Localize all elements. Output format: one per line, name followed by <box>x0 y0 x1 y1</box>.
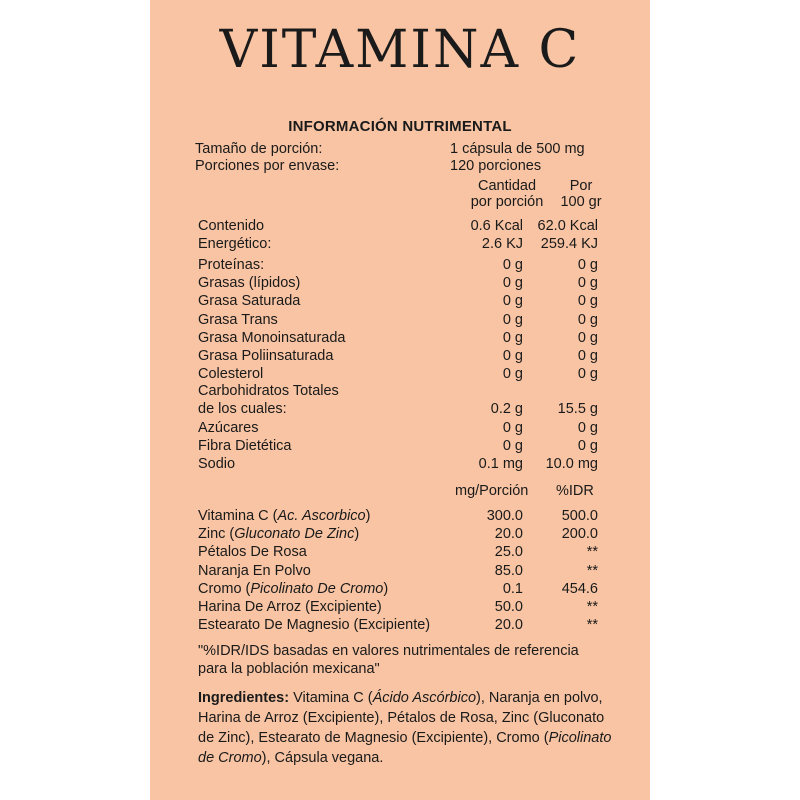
nutrient-row-per100: 0 g <box>577 329 598 346</box>
nutrient-row-per100: 0 g <box>577 293 598 310</box>
col-portion-header-line2: por porción <box>470 194 544 210</box>
component-name-name: Harina De Arroz (Excipiente) <box>198 599 382 615</box>
ingredients-part-2: ), Naranja en polvo, Harina de Arroz (Excipiente), Pétalos de Rosa, Zinc (Gluconato de Zinc), Estearato de Magnesio (Excipiente), Cromo ( <box>198 690 605 746</box>
component-idr: 454.6 <box>561 580 598 597</box>
serving-size-value: 1 cápsula de 500 mg <box>450 141 585 157</box>
nutrition-heading: INFORMACIÓN NUTRIMENTAL <box>288 118 512 135</box>
nutrient-row-portion: 0 g <box>502 275 523 292</box>
component-name-name: Cromo ( <box>198 580 251 597</box>
component-name-name: Pétalos De Rosa <box>198 544 307 561</box>
energy-kj-100: 259.4 KJ <box>540 236 598 252</box>
nutrient-row-label: Grasa Poliinsaturada <box>198 348 334 364</box>
product-title: VITAMINA C <box>219 20 581 80</box>
nutrient-row-portion: 0 g <box>502 311 523 328</box>
component-name <box>198 580 388 598</box>
nutrient-row-label: Grasa Saturada <box>198 293 301 310</box>
nutrient-row-portion: 0 g <box>502 438 523 455</box>
component-name <box>198 507 370 525</box>
nutrient-row-label: Fibra Dietética <box>198 438 292 455</box>
component-name-name: Zinc ( <box>198 526 235 543</box>
component-name-italic: Picolinato De Cromo <box>250 580 384 597</box>
energy-kcal-portion: 0.6 Kcal <box>470 218 523 234</box>
component-mg: 20.0 <box>494 617 523 634</box>
ingredients-text <box>198 688 618 768</box>
component-name <box>198 543 307 561</box>
nutrient-row-label: Proteínas: <box>198 257 265 273</box>
nutrient-row-label: Sodio <box>198 456 236 473</box>
component-name-close: ) <box>383 580 389 597</box>
nutrient-row-portion: 0.1 mg <box>478 456 523 473</box>
component-name-close: ) <box>354 526 360 543</box>
col-100g-header <box>550 178 612 210</box>
component-idr: ** <box>586 599 598 615</box>
nutrient-row-per100: 0 g <box>577 275 598 292</box>
component-name <box>198 525 359 543</box>
col-100g-header-line2: 100 gr <box>560 194 602 210</box>
col-100g-header-line1: Por <box>569 178 593 194</box>
nutrient-row-label: Colesterol <box>198 366 264 383</box>
nutrient-row-portion: 0 g <box>502 348 523 364</box>
components-idr-header: %IDR <box>556 483 594 499</box>
component-name <box>198 598 382 616</box>
energy-kcal-100: 62.0 Kcal <box>537 218 598 234</box>
nutrient-row-portion: 0 g <box>502 329 523 346</box>
serving-size-label: Tamaño de porción: <box>195 141 323 157</box>
nutrient-row-per100: 0 g <box>577 348 598 364</box>
energy-label-2: Energético: <box>198 236 272 252</box>
carbs-label-2: de los cuales: <box>198 401 287 417</box>
servings-per-container-label: Porciones por envase: <box>195 158 340 174</box>
label-panel <box>150 0 650 800</box>
component-mg: 0.1 <box>502 580 523 597</box>
ingredients-italic-2: Picolinato de Cromo <box>198 730 612 766</box>
energy-kj-portion: 2.6 KJ <box>481 236 523 252</box>
component-idr: ** <box>586 544 598 561</box>
nutrient-row-portion: 0 g <box>502 420 523 436</box>
component-idr: 200.0 <box>561 526 598 543</box>
nutrient-row-per100: 0 g <box>577 257 598 273</box>
nutrient-row-per100: 0 g <box>577 420 598 436</box>
component-name-italic: Ac. Ascorbico <box>277 508 366 524</box>
nutrient-row-label: Grasas (lípidos) <box>198 275 301 292</box>
nutrient-row-label: Grasa Trans <box>198 311 278 328</box>
component-mg: 85.0 <box>494 562 523 579</box>
carbs-portion: 0.2 g <box>490 401 523 417</box>
nutrient-row-per100: 0 g <box>577 311 598 328</box>
servings-per-container-value: 120 porciones <box>450 158 542 174</box>
ingredients-italic-1: Ácido Ascórbico <box>372 690 477 706</box>
component-name-italic: Gluconato De Zinc <box>234 526 355 543</box>
component-name-name: Estearato De Magnesio (Excipiente) <box>198 617 431 634</box>
nutrient-row-portion: 0 g <box>502 366 523 383</box>
component-mg: 50.0 <box>494 599 523 615</box>
component-name-name: Naranja En Polvo <box>198 562 311 579</box>
component-name <box>198 616 430 634</box>
nutrient-row-portion: 0 g <box>502 293 523 310</box>
component-idr: ** <box>586 562 598 579</box>
nutrient-row-label: Grasa Monoinsaturada <box>198 329 346 346</box>
idr-note: "%IDR/IDS basadas en valores nutrimentales de referencia para la población mexicana" <box>198 643 579 677</box>
ingredients-part-1: Vitamina C ( <box>289 690 373 706</box>
components-mg-header: mg/Porción <box>455 483 529 499</box>
component-mg: 300.0 <box>486 508 523 524</box>
component-mg: 25.0 <box>494 544 523 561</box>
component-idr: ** <box>586 617 598 634</box>
ingredients-part-3: ), Cápsula vegana. <box>261 750 384 766</box>
nutrient-row-per100: 0 g <box>577 438 598 455</box>
nutrient-row-label: Azúcares <box>198 420 259 436</box>
component-mg: 20.0 <box>494 526 523 543</box>
nutrient-row-portion: 0 g <box>502 257 523 273</box>
component-name-name: Vitamina C ( <box>198 508 278 524</box>
carbs-per100: 15.5 g <box>557 401 598 417</box>
energy-label-1: Contenido <box>198 218 265 234</box>
component-name <box>198 562 311 580</box>
carbs-label-1: Carbohidratos Totales <box>198 383 339 399</box>
col-portion-header-line1: Cantidad <box>477 178 537 194</box>
component-name-close: ) <box>365 508 371 524</box>
nutrient-row-per100: 10.0 mg <box>545 456 598 473</box>
ingredients-label: Ingredientes: <box>198 690 290 706</box>
component-idr: 500.0 <box>561 508 598 524</box>
col-portion-header <box>462 178 552 210</box>
nutrient-row-per100: 0 g <box>577 366 598 383</box>
